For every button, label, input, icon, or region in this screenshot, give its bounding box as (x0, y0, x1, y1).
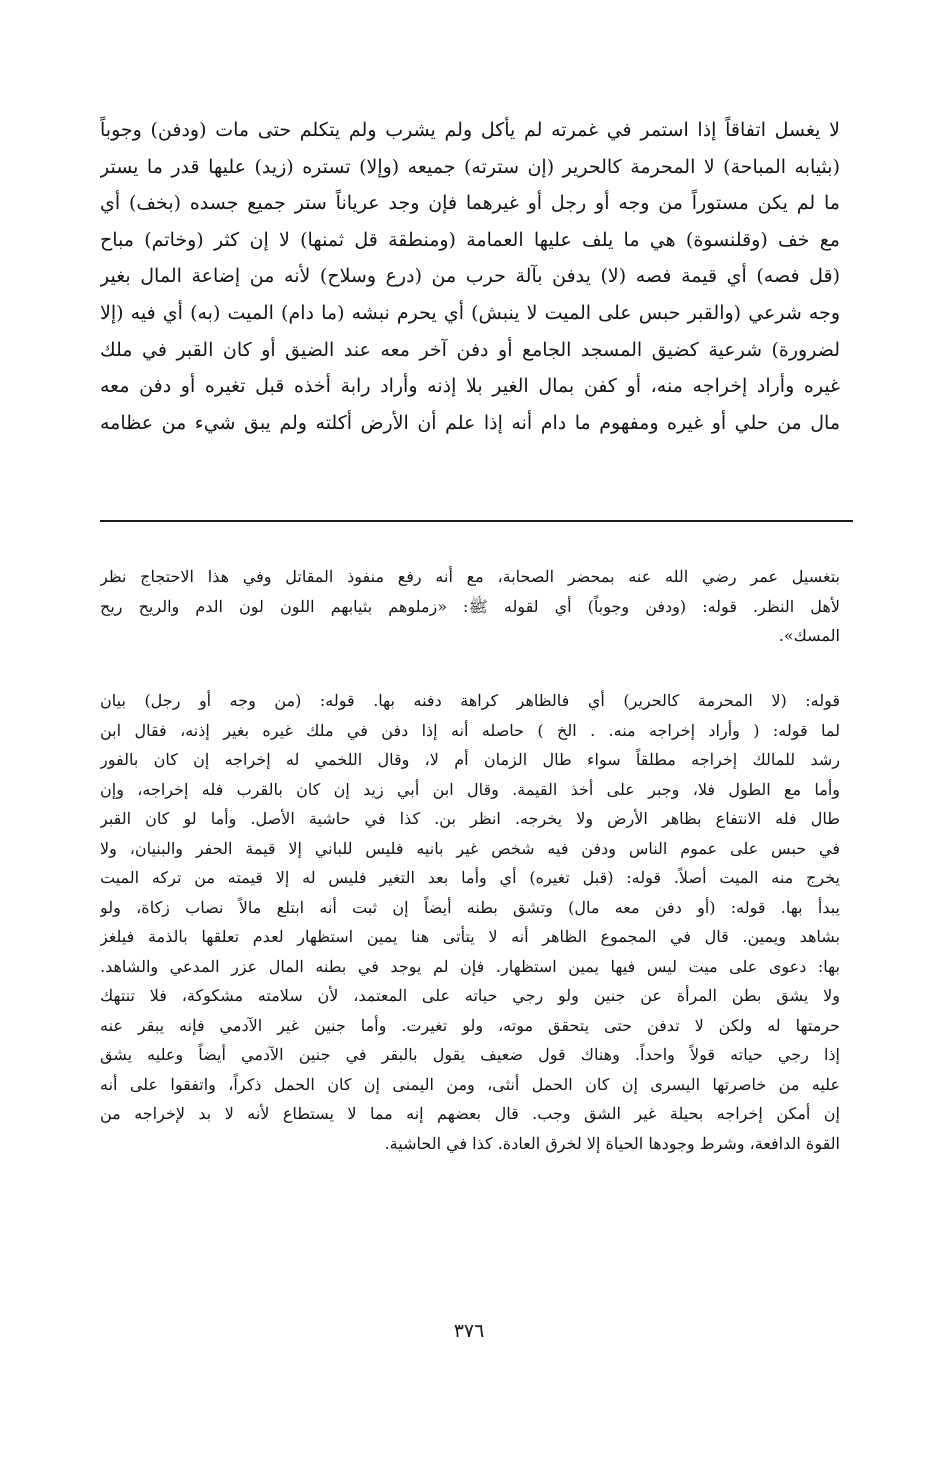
footnote-block-2 (100, 686, 840, 1158)
footnote-line: لما قوله: ( وأراد إخراجه منه. . الخ ) حاصله أنه إذا دفن في ملك غيره بغير إذنه، فقال ابن (100, 720, 840, 740)
footnote-line: عليه من خاصرتها اليسرى إن كان الحمل أنثى، ومن اليمنى إن كان الحمل ذكراً، واتفقوا على أنه (100, 1074, 840, 1094)
footnote-line: طال فله الانتفاع بظاهر الأرض ولا يخرجه. انظر بن. كذا في حاشية الأصل. وأما لو كان القبر (100, 809, 840, 828)
footnote-line: القوة الدافعة، وشرط وجودها الحياة إلا لخرق العادة. كذا في الحاشية. (384, 1133, 840, 1153)
main-text-line: وجه شرعي (والقبر حبس على الميت لا ينبش) أي يحرم نبشه (ما دام) الميت (به) أي فيه (إلا (100, 301, 840, 324)
footnote-line: إن أمكن إخراجه بحيلة غير الشق وجب. قال بعضهم إنه مما لا يستطاع لأنه لا بد لإخراجه من (100, 1104, 840, 1123)
main-text-line: (قل فصه) أي قيمة فصه (لا) يدفن بآلة حرب من (درع وسلاح) لأنه من إضاعة المال بغير (100, 265, 840, 288)
footnote-line: بشاهد ويمين. قال في المجموع الظاهر أنه لا يتأتى هنا يمين استظهار لعدم تعلقها بالذمة فيلغز (100, 927, 840, 946)
footnote-line: بها: دعوى على ميت ليس فيها يمين استظهار. فإن لم يوجد في بطنه المال عزر المدعي والشاهد. (100, 956, 840, 976)
main-text-line: مال من حلي أو غيره ومفهوم ما دام أنه إذا علم أن الأرض أكلته ولم يبق شيء من عظامه (100, 411, 840, 434)
main-text-line: ما لم يكن مستوراً من وجه أو رجل أو غيرهما فإن وجد عرياناً ستر جميع جسده (بخف) أي (100, 192, 840, 215)
main-text-line: مع خف (وقلنسوة) هي ما يلف عليها العمامة (ومنطقة قل ثمنها) لا إن كثر (وخاتم) مباح (100, 228, 840, 251)
footnote-line: بتغسيل عمر رضي الله عنه بمحضر الصحابة، مع أنه رفع منفوذ المقاتل وفي هذا الاحتجاج نظر (100, 567, 840, 586)
footnote-line: في حبس على عموم الناس ودفن فيه شخص غير بانيه فليس للباني إلا قيمة الحفر والبنيان، ولا (100, 838, 840, 858)
footnote-block-1 (100, 562, 840, 651)
footnote-line: قوله: (لا المحرمة كالحرير) أي فالظاهر كراهة دفنه بها. قوله: (من وجه أو رجل) بيان (100, 691, 840, 710)
footnote-line: المسك». (778, 626, 840, 645)
main-text-line: لا يغسل اتفاقاً إذا استمر في غمرته لم يأكل ولم يشرب ولم يتكلم حتى مات (ودفن) وجوباً (100, 119, 840, 141)
footnote-line: يخرج منه الميت أصلاً. قوله: (قبل تغيره) أي وأما بعد التغير فليس له إلا قيمته من تركه الميت (100, 868, 840, 887)
main-text-line: غيره وأراد إخراجه منه، أو كفن بمال الغير بلا إذنه وأراد رابة أخذه قبل تغيره أو دفن معه (100, 375, 840, 398)
page-number: ٣٧٦ (453, 1320, 485, 1342)
main-text-line: (بثيابه المباحة) لا المحرمة كالحرير (إن سترته) جميعه (وإلا) تستره (زيد) عليها قدر ما يستر (100, 155, 840, 178)
footnote-line: حرمتها له ولكن لا تدفن حتى يتحقق موته، ولو تغيرت. وأما جنين غير الآدمي فإنه يبقر عنه (100, 1015, 840, 1035)
footnote-separator (100, 520, 853, 522)
footnote-line: رشد للمالك إخراجه مطلقاً سواء طال الزمان أم لا، وقال اللخمي له إخراجه إن كان بالفور (100, 750, 840, 769)
footnote-line: لأهل النظر. قوله: (ودفن وجوباً) أي لقوله ﷺ: «زملوهم بثيابهم اللون لون الدم والريح ريح (100, 596, 840, 616)
footnote-line: يبدأ بها. قوله: (أو دفن معه مال) وتشق بطنه أيضاً إن ثبت أنه ابتلع مالاً نصاب زكاة، ولو (100, 897, 840, 917)
main-text (100, 112, 840, 441)
footnote-line: وأما مع الطول فلا، وجبر على أخذ القيمة. وقال ابن أبي زيد إن كان بالقرب فله إخراجه، وإن (100, 779, 840, 799)
footnote-line: إذا رجي حياته قولاً واحداً. وهناك قول ضعيف يقول بالبقر في جنين الآدمي أيضاً وعليه يشق (100, 1045, 840, 1064)
footnote-line: ولا يشق بطن المرأة عن جنين ولو رجي حياته على المعتمد، لأن سلامته مشكوكة، فلا تنتهك (100, 986, 840, 1005)
main-text-line: لضرورة) شرعية كضيق المسجد الجامع أو دفن آخر معه عند الضيق أو كان القبر في ملك (100, 338, 840, 361)
